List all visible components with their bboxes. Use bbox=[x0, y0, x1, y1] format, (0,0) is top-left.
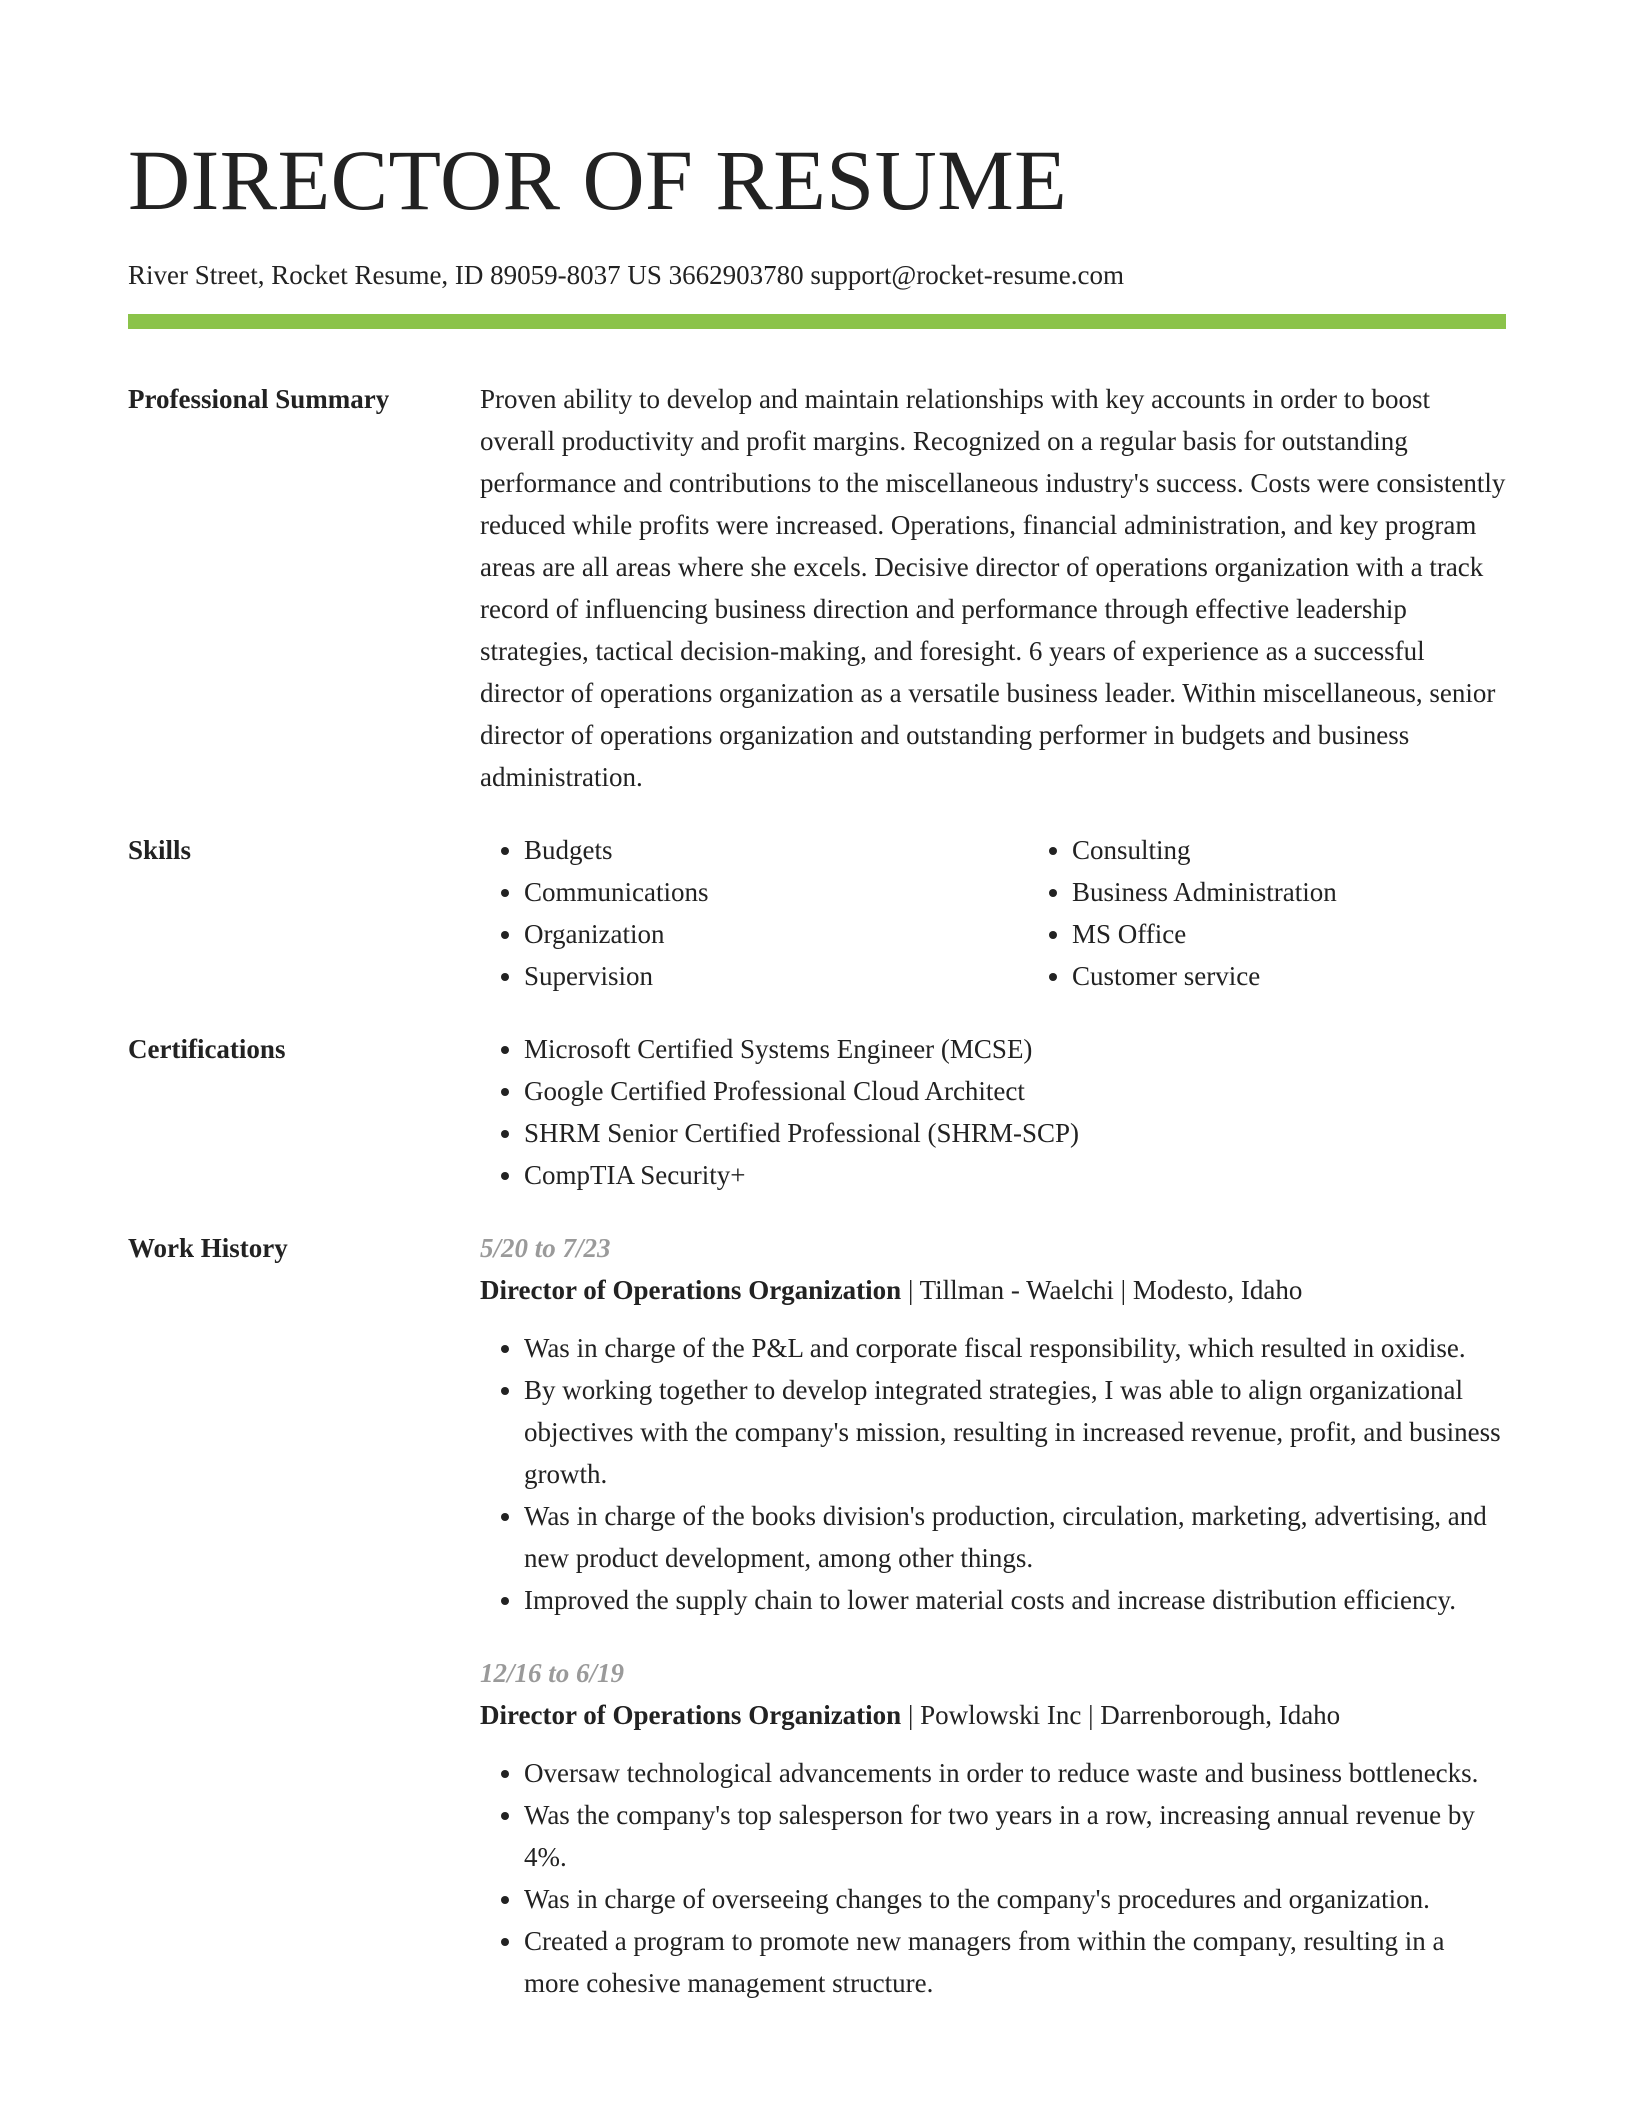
job-bullets bbox=[480, 1752, 1506, 2004]
job-bullet: • Was in charge of overseeing changes to the company's procedures and organization. bbox=[524, 1878, 1506, 1920]
summary-text: Proven ability to develop and maintain relationships with key accounts in order to boost overall productivity and profit margins. Recognized on a regular basis for outstanding performance and contributions to the miscellaneous industry's success. Costs were consistently reduced while profits were increased. Operations, financial administration, and key program areas are all areas where she excels. Decisive director of operations organization with a track record of influencing business direction and performance through effective leadership strategies, tactical decision-making, and foresight. 6 years of experience as a successful director of operations organization as a versatile business leader. Within miscellaneous, senior director of operations organization and outstanding performer in budgets and business administration. bbox=[480, 384, 1506, 792]
job-bullet: • Improved the supply chain to lower material costs and increase distribution efficiency. bbox=[524, 1579, 1506, 1621]
skill-item: • Communications bbox=[524, 871, 1028, 913]
certifications-label: Certifications bbox=[128, 1034, 286, 1064]
contact-line: River Street, Rocket Resume, ID 89059-8037 US 3662903780 support@rocket-resume.com bbox=[128, 260, 1124, 290]
certification-item: • Google Certified Professional Cloud Architect bbox=[524, 1070, 1506, 1112]
certification-item: • CompTIA Security+ bbox=[524, 1154, 1506, 1196]
job-bullet: • Was in charge of the P&L and corporate fiscal responsibility, which resulted in oxidise. bbox=[524, 1327, 1506, 1369]
skill-item: • Organization bbox=[524, 913, 1028, 955]
resume-name-heading: DIRECTOR OF RESUME bbox=[128, 132, 1068, 228]
skills-section bbox=[128, 829, 1506, 997]
skill-item: • MS Office bbox=[1072, 913, 1576, 955]
job-bullet: • Oversaw technological advancements in order to reduce waste and business bottlenecks. bbox=[524, 1752, 1506, 1794]
skill-item: • Customer service bbox=[1072, 955, 1576, 997]
job-dates: 5/20 to 7/23 bbox=[480, 1233, 611, 1263]
skills-column-2 bbox=[1028, 829, 1576, 997]
skill-item: • Business Administration bbox=[1072, 871, 1576, 913]
job-title: Director of Operations Organization bbox=[480, 1275, 902, 1305]
summary-section bbox=[128, 378, 1506, 798]
job-dates: 12/16 to 6/19 bbox=[480, 1658, 625, 1688]
job-bullet: • Was the company's top salesperson for two years in a row, increasing annual revenue by 4%. bbox=[524, 1794, 1506, 1878]
skill-item: • Consulting bbox=[1072, 829, 1576, 871]
certification-item: • Microsoft Certified Systems Engineer (MCSE) bbox=[524, 1028, 1506, 1070]
work-history-body bbox=[480, 1227, 1506, 2004]
skills-column-1 bbox=[480, 829, 1028, 997]
skills-body bbox=[480, 829, 1576, 997]
job-bullets bbox=[480, 1327, 1506, 1621]
job-employer-location: | Powlowski Inc | Darrenborough, Idaho bbox=[901, 1700, 1341, 1730]
skills-label: Skills bbox=[128, 835, 192, 865]
job-entry bbox=[480, 1652, 1506, 2004]
certification-item: • SHRM Senior Certified Professional (SHRM-SCP) bbox=[524, 1112, 1506, 1154]
job-bullet: • Created a program to promote new managers from within the company, resulting in a more cohesive management structure. bbox=[524, 1920, 1506, 2004]
job-title: Director of Operations Organization bbox=[480, 1700, 902, 1730]
job-heading bbox=[480, 1694, 1506, 1736]
job-entry bbox=[480, 1227, 1506, 1621]
job-bullet: • Was in charge of the books division's production, circulation, marketing, advertising, and new product development, among other things. bbox=[524, 1495, 1506, 1579]
skills-grid bbox=[480, 829, 1576, 997]
job-heading bbox=[480, 1269, 1506, 1311]
skill-item: • Supervision bbox=[524, 955, 1028, 997]
summary-label: Professional Summary bbox=[128, 384, 390, 414]
certifications-list bbox=[480, 1028, 1506, 1196]
accent-divider bbox=[128, 314, 1506, 329]
work-history-section bbox=[128, 1227, 1506, 2004]
certifications-section bbox=[128, 1028, 1506, 1196]
job-bullet: • By working together to develop integrated strategies, I was able to align organizational objectives with the company's mission, resulting in increased revenue, profit, and business growth. bbox=[524, 1369, 1506, 1495]
work-history-label: Work History bbox=[128, 1233, 288, 1263]
certifications-body bbox=[480, 1028, 1506, 1196]
job-employer-location: | Tillman - Waelchi | Modesto, Idaho bbox=[901, 1275, 1303, 1305]
skill-item: • Budgets bbox=[524, 829, 1028, 871]
